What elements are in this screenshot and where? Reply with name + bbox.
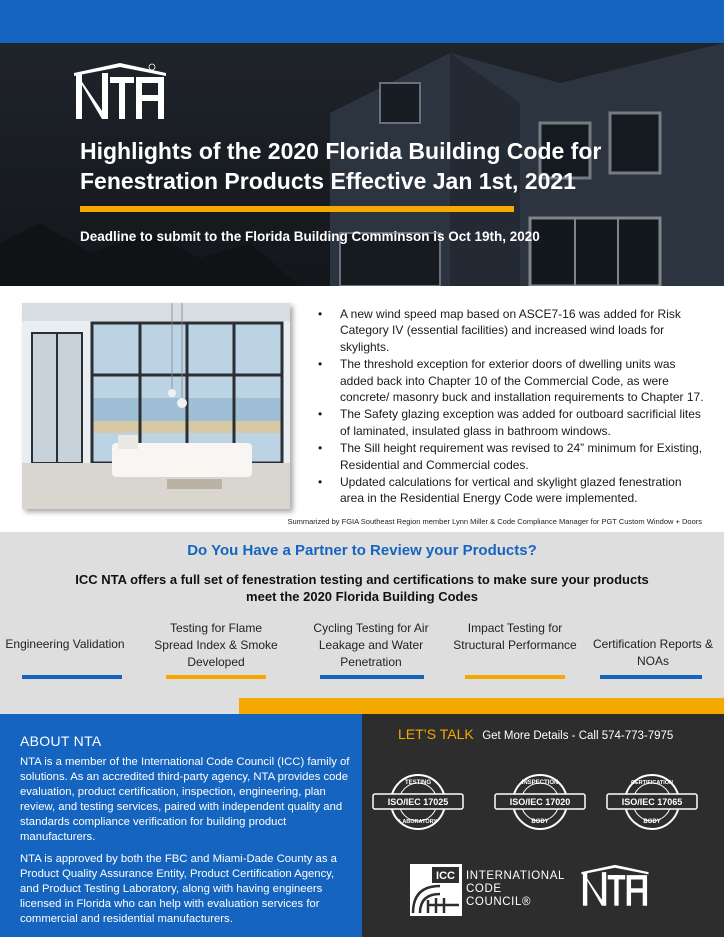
seal-middle-text: ISO/IEC 17025 — [387, 797, 449, 807]
service-certification-reports: Certification Reports & NOAs — [592, 637, 714, 668]
about-paragraph-2: NTA is approved by both the FBC and Miami-Dade County as a Product Quality Assurance Entity, Product Certification Agency, and Product Testing Laboratory, along with having engineers licensed in Florida who can help with evaluation services for commercial and residential manufacturers. — [20, 853, 337, 925]
list-item: • Updated calculations for vertical and skylight glazed fenestration area in the Residential Energy Code were implemented. — [316, 474, 706, 507]
service-engineering-validation: Engineering Validation — [5, 637, 125, 651]
icc-line: INTERNATIONAL — [466, 870, 565, 882]
contact-section — [362, 714, 724, 937]
icc-line: CODE — [466, 883, 502, 895]
list-item: • The Safety glazing exception was added for outboard sacrificial lites of laminated, insulated glass in bathroom windows. — [316, 406, 706, 439]
service-underline — [320, 675, 424, 679]
iso-17065-seal-icon — [604, 774, 700, 830]
gold-divider — [239, 698, 724, 714]
title-line-2: Fenestration Products Effective Jan 1st, 2021 — [80, 168, 576, 194]
contact-details[interactable]: Get More Details - Call 574-773-7975 — [482, 730, 674, 742]
seal-middle-text: ISO/IEC 17020 — [509, 797, 571, 807]
title-line-1: Highlights of the 2020 Florida Building Code for — [80, 138, 602, 164]
about-paragraph-1: NTA is a member of the International Code Council (ICC) family of solutions. As an accredited third-party agency, NTA provides code evaluation, product certification, inspection, engineering, plan review, and testing services, paired with independent quality and standards compliance verification for building product manufacturers. — [20, 756, 350, 843]
seal-top-text: INSPECTION — [521, 780, 559, 786]
seal-bottom-text: BODY — [643, 819, 661, 825]
about-heading: ABOUT NTA — [20, 733, 102, 749]
nta-logo — [72, 63, 168, 121]
partner-description: ICC NTA offers a full set of fenestration testing and certifications to make sure your products meet the 2020 Florida Building Codes — [75, 572, 649, 604]
service-impact-testing: Impact Testing for Structural Performance — [453, 621, 577, 652]
list-item: • A new wind speed map based on ASCE7-16 was added for Risk Category IV (essential facilities) and increased wind loads for skylights. — [316, 306, 706, 355]
nta-footer-logo — [580, 864, 650, 908]
list-item: • The Sill height requirement was revised to 24” minimum for Existing, Residential and Commercial codes. — [316, 440, 706, 473]
top-blue-bar — [0, 0, 724, 43]
icc-wordmark — [466, 870, 565, 909]
service-underline — [22, 675, 122, 679]
icc-line: COUNCIL® — [466, 896, 532, 908]
iso-17020-seal-icon — [492, 774, 588, 830]
service-underline — [465, 675, 565, 679]
title-underline — [80, 206, 514, 212]
about-section — [0, 714, 362, 937]
deadline-subtitle: Deadline to submit to the Florida Building Comminson is Oct 19th, 2020 — [80, 229, 540, 244]
highlights-list — [316, 306, 706, 508]
iso-17025-seal-icon — [370, 774, 466, 830]
seal-top-text: CERTIFICATION — [630, 780, 674, 786]
icc-logo-icon — [410, 864, 462, 916]
service-underline — [600, 675, 702, 679]
service-cycling-testing: Cycling Testing for Air Leakage and Water Penetration — [313, 621, 429, 669]
seal-bottom-text: LABORATORY — [398, 819, 438, 825]
partner-section — [0, 532, 724, 714]
service-flame-spread: Testing for Flame Spread Index & Smoke Developed — [154, 621, 278, 669]
partner-title: Do You Have a Partner to Review your Products? — [187, 542, 537, 559]
service-underline — [166, 675, 266, 679]
interior-window-photo — [22, 303, 290, 509]
hero-banner — [0, 43, 724, 286]
seal-top-text: TESTING — [404, 780, 432, 786]
seal-bottom-text: BODY — [531, 819, 549, 825]
icc-mark-text: ICC — [436, 870, 455, 882]
seal-middle-text: ISO/IEC 17065 — [621, 797, 683, 807]
lets-talk-label: LET’S TALK — [398, 726, 474, 742]
contact-header — [398, 726, 673, 744]
page-title — [80, 136, 700, 196]
list-item: • The threshold exception for exterior doors of dwelling units was added back into Chapter 10 of the Commercial Code, as were concrete/ masonry buck and installation requirements to Chapter 17. — [316, 356, 706, 405]
summary-credit: Summarized by FGIA Southeast Region member Lynn Miller & Code Compliance Manager for PGT Custom Window + Doors — [287, 517, 702, 526]
